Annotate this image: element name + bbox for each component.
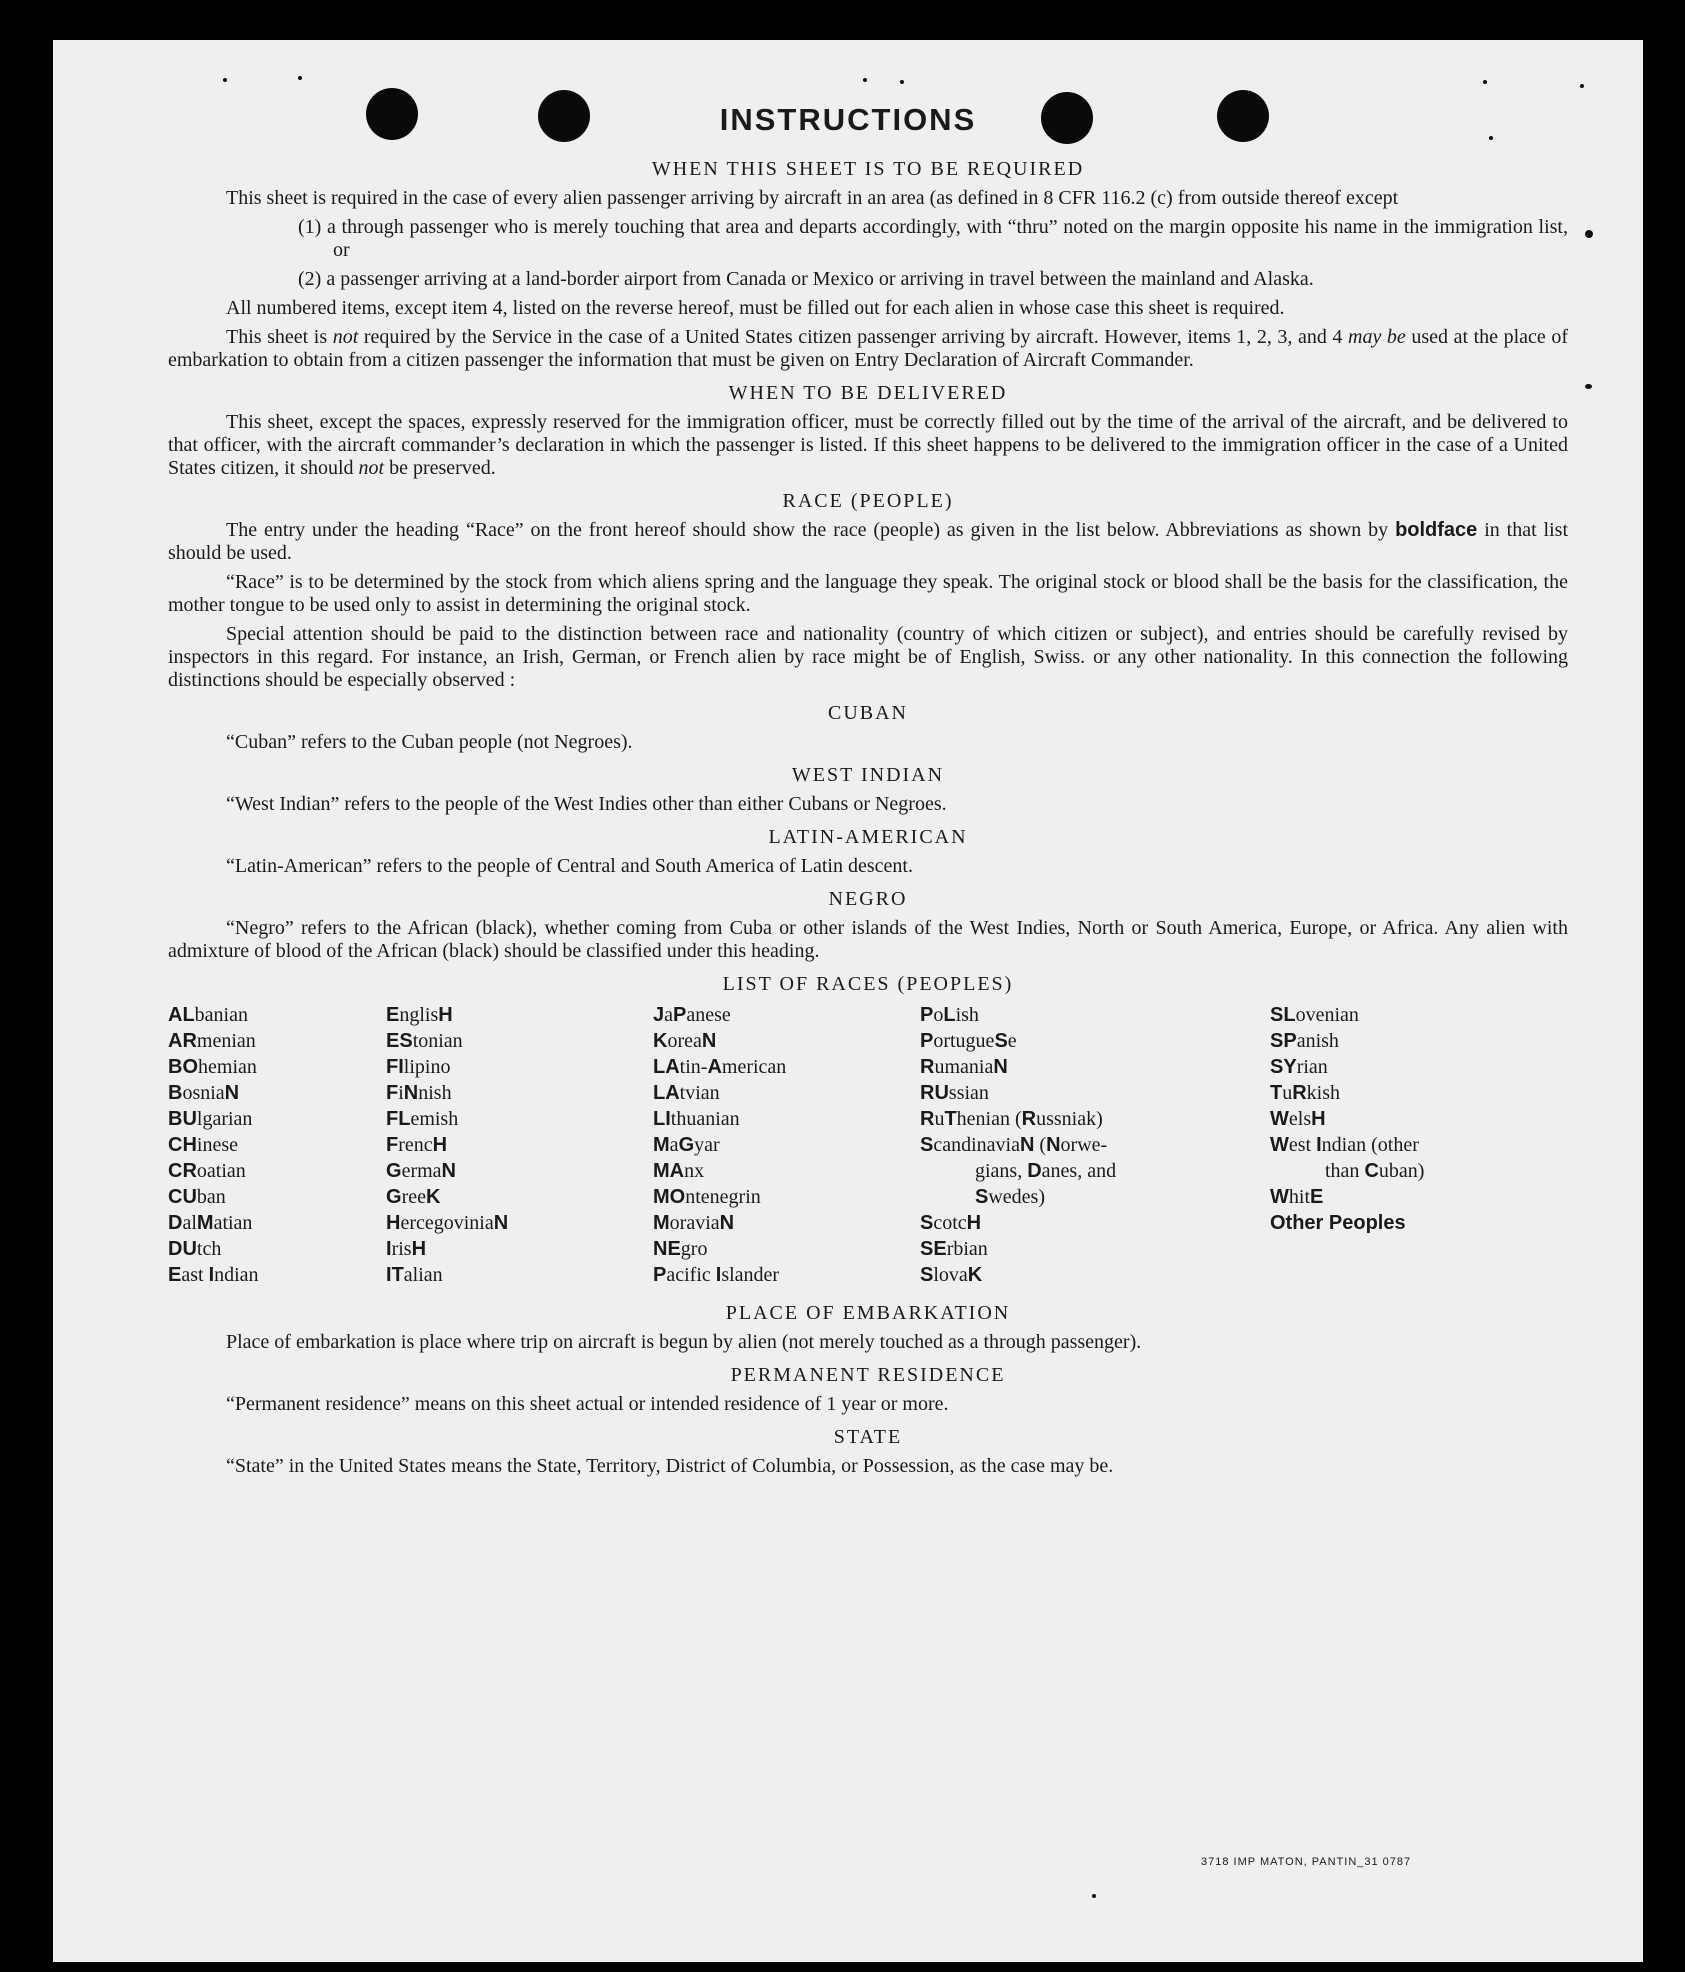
section-heading: PLACE OF EMBARKATION — [725, 1302, 1011, 1324]
race-entry: NEgro — [653, 1238, 708, 1260]
race-entry: ScotcH — [920, 1212, 982, 1234]
speck — [298, 76, 302, 80]
document-sheet — [53, 40, 1643, 1962]
races-column — [386, 1002, 508, 1288]
race-entry: PoLish — [920, 1004, 979, 1026]
race-entry: WelsH — [1270, 1108, 1326, 1130]
paragraph: “Latin-American” refers to the people of Central and South America of Latin descent. — [226, 855, 913, 877]
exception-item: (2) a passenger arriving at a land-border airport from Canada or Mexico or arriving in travel between the mainland and Alaska. — [298, 268, 1314, 290]
race-entry: GreeK — [386, 1186, 441, 1208]
race-entry: West Indian (other — [1270, 1134, 1419, 1156]
race-entry: SPanish — [1270, 1030, 1339, 1052]
race-entry: Pacific Islander — [653, 1264, 780, 1286]
race-entry: FrencH — [386, 1134, 448, 1156]
race-entry: SlovaK — [920, 1264, 983, 1286]
race-entry: LIthuanian — [653, 1108, 740, 1130]
speck — [1483, 80, 1487, 84]
section-heading: PERMANENT RESIDENCE — [730, 1364, 1006, 1386]
page-title: INSTRUCTIONS — [719, 102, 977, 137]
race-entry: DUtch — [168, 1238, 222, 1260]
speck — [863, 78, 867, 82]
race-entry: CHinese — [168, 1134, 238, 1156]
section-heading: RACE (PEOPLE) — [782, 490, 954, 512]
speck — [1580, 84, 1584, 88]
race-entry: BOhemian — [168, 1056, 257, 1078]
paragraph: “Permanent residence” means on this sheet actual or intended residence of 1 year or more. — [226, 1393, 949, 1415]
race-entry: HercegoviniaN — [386, 1212, 509, 1234]
paragraph: “West Indian” refers to the people of the West Indies other than either Cubans or Negroes. — [226, 793, 947, 815]
section-heading: LIST OF RACES (PEOPLES) — [722, 973, 1014, 995]
race-entry: gians, Danes, and — [975, 1160, 1117, 1182]
race-entry: MOntenegrin — [653, 1186, 761, 1208]
paragraph: “Race” is to be determined by the stock from which aliens spring and the language they speak. The original stock or blood shall be the basis for the classification, the mother tongue to be used only to assist in determining the original stock. — [168, 571, 1568, 616]
section-heading: WHEN TO BE DELIVERED — [728, 382, 1008, 404]
race-entry: SErbian — [920, 1238, 988, 1260]
section-heading: WEST INDIAN — [791, 764, 945, 786]
race-entry: LAtin-American — [653, 1056, 787, 1078]
section-heading: WHEN THIS SHEET IS TO BE REQUIRED — [651, 158, 1085, 180]
races-column — [653, 1002, 786, 1288]
race-entry: LAtvian — [653, 1082, 720, 1104]
race-entry: JaPanese — [653, 1004, 731, 1026]
race-entry: FLemish — [386, 1108, 459, 1130]
race-entry: CUban — [168, 1186, 226, 1208]
race-entry: Swedes) — [975, 1186, 1045, 1208]
exception-item: (1) a through passenger who is merely touching that area and departs accordingly, with “thru” noted on the margin opposite his name in the immigration list, or — [298, 216, 1568, 261]
race-entry: KoreaN — [653, 1030, 717, 1052]
paragraph: This sheet is not required by the Service in the case of a United States citizen passenger arriving by aircraft. However, items 1, 2, 3, and 4 may be used at the place of embarkation to obtain from a citizen passenger the information that must be given on Entry Declaration of Aircraft Commander. — [168, 326, 1568, 371]
speck — [223, 78, 227, 82]
paragraph: The entry under the heading “Race” on the front hereof should show the race (people) as given in the list below. Abbreviations as shown by boldface in that list should be used. — [168, 519, 1568, 564]
race-entry: FiNnish — [386, 1082, 452, 1104]
race-entry: RuThenian (Russniak) — [920, 1108, 1103, 1130]
speck — [900, 80, 904, 84]
paragraph: Special attention should be paid to the distinction between race and nationality (country of which citizen or subject), and entries should be carefully revised by inspectors in this regard. For instance, an Irish, German, or French alien by race might be of English, Swiss. or any other nationality. In this connection the following distinctions should be especially observed : — [168, 623, 1568, 691]
race-entry: EStonian — [386, 1030, 463, 1052]
race-entry: than Cuban) — [1325, 1160, 1425, 1182]
instructions-body — [168, 148, 1568, 1484]
race-entry: ALbanian — [168, 1004, 248, 1026]
race-entry: IrisH — [386, 1238, 427, 1260]
races-column — [168, 1002, 259, 1288]
races-column — [920, 1002, 1116, 1288]
printer-imprint: 3718 IMP MATON, PANTIN_31 0787 — [1201, 1856, 1412, 1868]
paragraph: “Negro” refers to the African (black), whether coming from Cuba or other islands of the West Indies, North or South America, Europe, or Africa. Any alien with admixture of blood of the African (black) should be classified under this heading. — [168, 917, 1568, 962]
race-entry: SYrian — [1270, 1056, 1328, 1078]
race-entry: DalMatian — [168, 1212, 253, 1234]
race-entry: RumaniaN — [920, 1056, 1008, 1078]
speck — [1585, 384, 1592, 389]
race-entry: ScandinaviaN (Norwe- — [920, 1134, 1108, 1156]
paragraph: This sheet is required in the case of every alien passenger arriving by aircraft in an area (as defined in 8 CFR 116.2 (c) from outside thereof except — [226, 187, 1399, 209]
race-entry: MaGyar — [653, 1134, 720, 1156]
paragraph: This sheet, except the spaces, expressly reserved for the immigration officer, must be correctly filled out by the time of the arrival of the aircraft, and be delivered to that officer, with the aircraft commander’s declaration in which the passenger is listed. If this sheet happens to be delivered to the immigration officer in the case of a United States citizen, it should not be preserved. — [168, 411, 1568, 479]
speck — [1092, 1894, 1096, 1898]
race-entry: BUlgarian — [168, 1108, 253, 1130]
race-entry: WhitE — [1270, 1186, 1324, 1208]
race-entry: East Indian — [168, 1264, 259, 1286]
race-entry: MAnx — [653, 1160, 705, 1182]
race-entry: FIlipino — [386, 1056, 451, 1078]
paragraph: All numbered items, except item 4, listed on the reverse hereof, must be filled out for each alien in whose case this sheet is required. — [226, 297, 1285, 319]
race-entry: TuRkish — [1270, 1082, 1341, 1104]
race-entry: MoraviaN — [653, 1212, 735, 1234]
race-entry: ITalian — [386, 1264, 443, 1286]
speck — [1585, 230, 1593, 238]
race-entry: Other Peoples — [1270, 1212, 1406, 1234]
race-entry: CRoatian — [168, 1160, 246, 1182]
race-entry: ARmenian — [168, 1030, 256, 1052]
paragraph: “Cuban” refers to the Cuban people (not Negroes). — [226, 731, 633, 753]
section-heading: NEGRO — [828, 888, 908, 910]
section-heading: CUBAN — [827, 702, 908, 724]
race-entry: PortugueSe — [920, 1030, 1017, 1052]
race-entry: SLovenian — [1270, 1004, 1359, 1026]
paragraph: Place of embarkation is place where trip on aircraft is begun by alien (not merely touched as a through passenger). — [226, 1331, 1142, 1353]
race-entry: RUssian — [920, 1082, 989, 1104]
race-entry: EnglisH — [386, 1004, 453, 1026]
section-heading: LATIN-AMERICAN — [768, 826, 968, 848]
race-entry: GermaN — [386, 1160, 456, 1182]
races-list — [168, 1002, 1568, 1292]
paragraph: “State” in the United States means the State, Territory, District of Columbia, or Possession, as the case may be. — [226, 1455, 1114, 1477]
section-heading: STATE — [833, 1426, 903, 1448]
races-column — [1270, 1002, 1424, 1236]
race-entry: BosniaN — [168, 1082, 240, 1104]
